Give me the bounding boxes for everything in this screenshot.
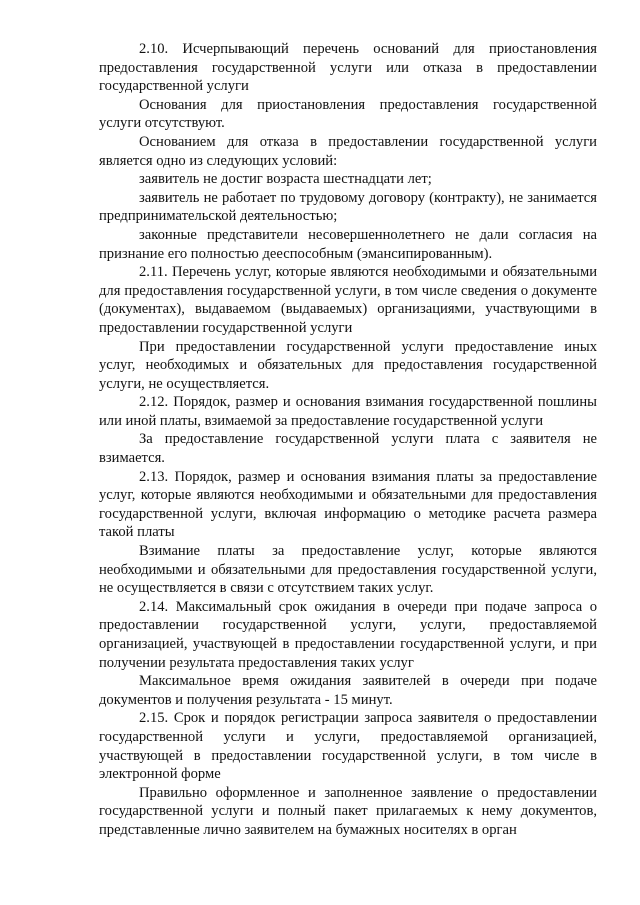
paragraph: При предоставлении государственной услуги предоставление иных услуг, необходимых и обязательных для предоставления государственной услуги, не осуществляется. (99, 338, 597, 392)
paragraph: Основанием для отказа в предоставлении государственной услуги является одно из следующих условий: (99, 133, 597, 169)
document-page (99, 40, 597, 840)
paragraph: Основания для приостановления предоставления государственной услуги отсутствуют. (99, 96, 597, 132)
paragraph: Правильно оформленное и заполненное заявление о предоставлении государственной услуги и полный пакет прилагаемых к нему документов, представленные лично заявителем на бумажных носителях в орган (99, 784, 597, 838)
section-heading-2-10: 2.10. Исчерпывающий перечень оснований для приостановления предоставления государственной услуги или отказа в предоставлении государственной услуги (99, 41, 597, 95)
section-heading-2-14: 2.14. Максимальный срок ожидания в очереди при подаче запроса о предоставлении государственной услуги, услуги, предоставляемой организацией, участвующей в предоставлении государственной услуги, и при получении результата предоставления таких услуг (99, 598, 597, 671)
section-heading-2-11: 2.11. Перечень услуг, которые являются необходимыми и обязательными для предоставления государственной услуги, в том числе сведения о документе (документах), выдаваемом (выдаваемых) организациями, участвующими в предоставлении государственной услуги (99, 264, 597, 336)
list-item: заявитель не достиг возраста шестнадцати лет; (139, 171, 432, 188)
paragraph: Взимание платы за предоставление услуг, которые являются необходимыми и обязательными для предоставления государственной услуги, не осуществляется в связи с отсутствием таких услуг. (99, 543, 597, 597)
paragraph: За предоставление государственной услуги плата с заявителя не взимается. (99, 431, 597, 467)
section-heading-2-13: 2.13. Порядок, размер и основания взимания платы за предоставление услуг, которые являются необходимыми и обязательными для предоставления государственной услуги, включая информацию о методике расчета размера такой платы (99, 468, 597, 541)
paragraph: Максимальное время ожидания заявителей в очереди при подаче документов и получения результата - 15 минут. (99, 673, 597, 708)
list-item: заявитель не работает по трудовому договору (контракту), не занимается предпринимательской деятельностью; (99, 189, 597, 225)
list-item: законные представители несовершеннолетнего не дали согласия на признание его полностью дееспособным (эмансипированным). (99, 226, 597, 262)
section-heading-2-15: 2.15. Срок и порядок регистрации запроса заявителя о предоставлении государственной услуги и услуги, предоставляемой организацией, участвующей в предоставлении государственной услуги, в том числе в электронной форме (99, 710, 597, 783)
section-heading-2-12: 2.12. Порядок, размер и основания взимания государственной пошлины или иной платы, взимаемой за предоставление государственной услуги (99, 394, 597, 429)
